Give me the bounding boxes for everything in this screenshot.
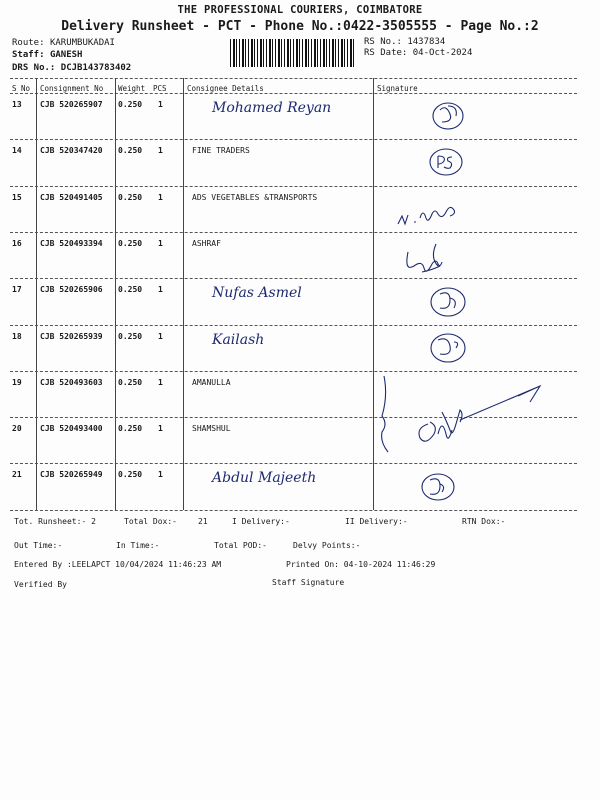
signatures-column — [378, 94, 578, 514]
drs-line — [12, 63, 131, 73]
staff-signature: Staff Signature — [272, 578, 345, 587]
entered-by: Entered By :LEELAPCT 10/04/2024 11:46:23 AM — [14, 560, 222, 569]
row-weight: 0.250 — [118, 192, 143, 202]
staff-value: GANESH — [49, 50, 83, 60]
divider-sno — [36, 78, 37, 510]
total-dox-value: 21 — [198, 517, 208, 526]
row-consignment: CJB 520493400 — [40, 424, 103, 434]
signature-15 — [398, 207, 455, 224]
signature-21 — [422, 474, 454, 500]
col-signature: Signature — [377, 84, 418, 93]
row-sno: 18 — [12, 331, 22, 341]
col-weight: Weight — [118, 84, 146, 93]
row-consignment: CJB 520265907 — [40, 100, 103, 109]
total-dox-label: Total Dox:- — [124, 517, 177, 526]
table-top-rule — [10, 78, 577, 79]
row-pcs: 1 — [158, 192, 163, 202]
staff-line — [12, 50, 82, 60]
tot-runsheet: Tot. Runsheet:- 2 — [14, 517, 96, 526]
divider-pcs — [183, 78, 184, 510]
handwritten-consignee: Kailash — [212, 331, 265, 348]
runsheet-title: Delivery Runsheet - PCT - Phone No.:0422-3505555 - Page No.:2 — [61, 19, 539, 34]
col-pcs: PCS — [153, 84, 167, 93]
barcode — [230, 39, 356, 67]
handwritten-consignee: Abdul Majeeth — [212, 470, 317, 487]
row-consignment: CJB 520265906 — [40, 285, 103, 295]
table-bottom-rule — [10, 510, 577, 511]
row-consignee: SHAMSHUL — [192, 424, 231, 434]
route-value: KARUMBUKADAI — [49, 38, 115, 48]
col-consignee: Consignee Details — [187, 84, 264, 93]
row-consignee: AMANULLA — [192, 377, 231, 387]
signature-16 — [407, 244, 442, 272]
row-consignment: CJB 520493394 — [40, 238, 103, 248]
row-pcs: 1 — [158, 424, 163, 434]
signature-18 — [431, 334, 465, 362]
row-pcs: 1 — [158, 285, 163, 295]
row-weight: 0.250 — [118, 146, 143, 156]
row-consignment: CJB 520265949 — [40, 470, 103, 480]
row-consignee: FINE TRADERS — [192, 146, 250, 156]
row-pcs: 1 — [158, 470, 163, 480]
handwritten-consignee: Nufas Asmel — [212, 285, 302, 302]
divider-cn — [115, 78, 116, 510]
total-pod: Total POD:- — [214, 541, 267, 550]
row-consignee: ADS VEGETABLES &TRANSPORTS — [192, 192, 318, 202]
signature-14 — [430, 149, 462, 175]
rtn-dox: RTN Dox:- — [462, 517, 506, 526]
row-pcs: 1 — [158, 146, 163, 156]
row-sno: 14 — [12, 146, 22, 156]
row-weight: 0.250 — [118, 331, 143, 341]
drs-value: DCJB143783402 — [60, 63, 132, 73]
row-consignment: CJB 520265939 — [40, 331, 103, 341]
row-sno: 20 — [12, 424, 22, 434]
signature-13 — [433, 103, 463, 129]
row-sno: 13 — [12, 100, 22, 109]
col-consignment: Consignment No — [40, 84, 104, 93]
ii-delivery: II Delivery:- — [345, 517, 408, 526]
row-sno: 19 — [12, 377, 22, 387]
drs-label: DRS No.: — [12, 63, 56, 73]
divider-consignee — [373, 78, 374, 510]
route-label: Route: — [12, 38, 45, 48]
row-consignment: CJB 520491405 — [40, 192, 103, 202]
row-weight: 0.250 — [118, 377, 143, 387]
row-pcs: 1 — [158, 377, 163, 387]
rs-date: RS Date: 04-Oct-2024 — [364, 48, 473, 58]
row-weight: 0.250 — [118, 424, 143, 434]
row-weight: 0.250 — [118, 285, 143, 295]
staff-label: Staff: — [12, 50, 45, 60]
handwritten-consignee: Mohamed Reyan — [212, 100, 332, 116]
verified-by: Verified By — [14, 580, 67, 589]
rs-number: RS No.: 1437834 — [364, 37, 446, 47]
out-time: Out Time:- — [14, 541, 63, 550]
row-pcs: 1 — [158, 238, 163, 248]
company-name: THE PROFESSIONAL COURIERS, COIMBATORE — [177, 4, 423, 16]
row-pcs: 1 — [158, 331, 163, 341]
signature-19-20 — [382, 376, 540, 452]
delvy-points: Delvy Points:- — [293, 541, 361, 550]
i-delivery: I Delivery:- — [232, 517, 290, 526]
row-consignee: ASHRAF — [192, 238, 221, 248]
row-sno: 17 — [12, 285, 22, 295]
row-weight: 0.250 — [118, 238, 143, 248]
row-consignment: CJB 520493603 — [40, 377, 103, 387]
row-consignment: CJB 520347420 — [40, 146, 103, 156]
row-sno: 16 — [12, 238, 22, 248]
in-time: In Time:- — [116, 541, 160, 550]
row-sno: 15 — [12, 192, 22, 202]
row-pcs: 1 — [158, 100, 163, 109]
row-weight: 0.250 — [118, 470, 143, 480]
row-weight: 0.250 — [118, 100, 143, 109]
route-line — [12, 38, 115, 48]
printed-on: Printed On: 04-10-2024 11:46:29 — [286, 560, 436, 569]
row-sno: 21 — [12, 470, 22, 480]
col-sno: S No — [12, 84, 31, 93]
signature-17 — [431, 288, 465, 316]
